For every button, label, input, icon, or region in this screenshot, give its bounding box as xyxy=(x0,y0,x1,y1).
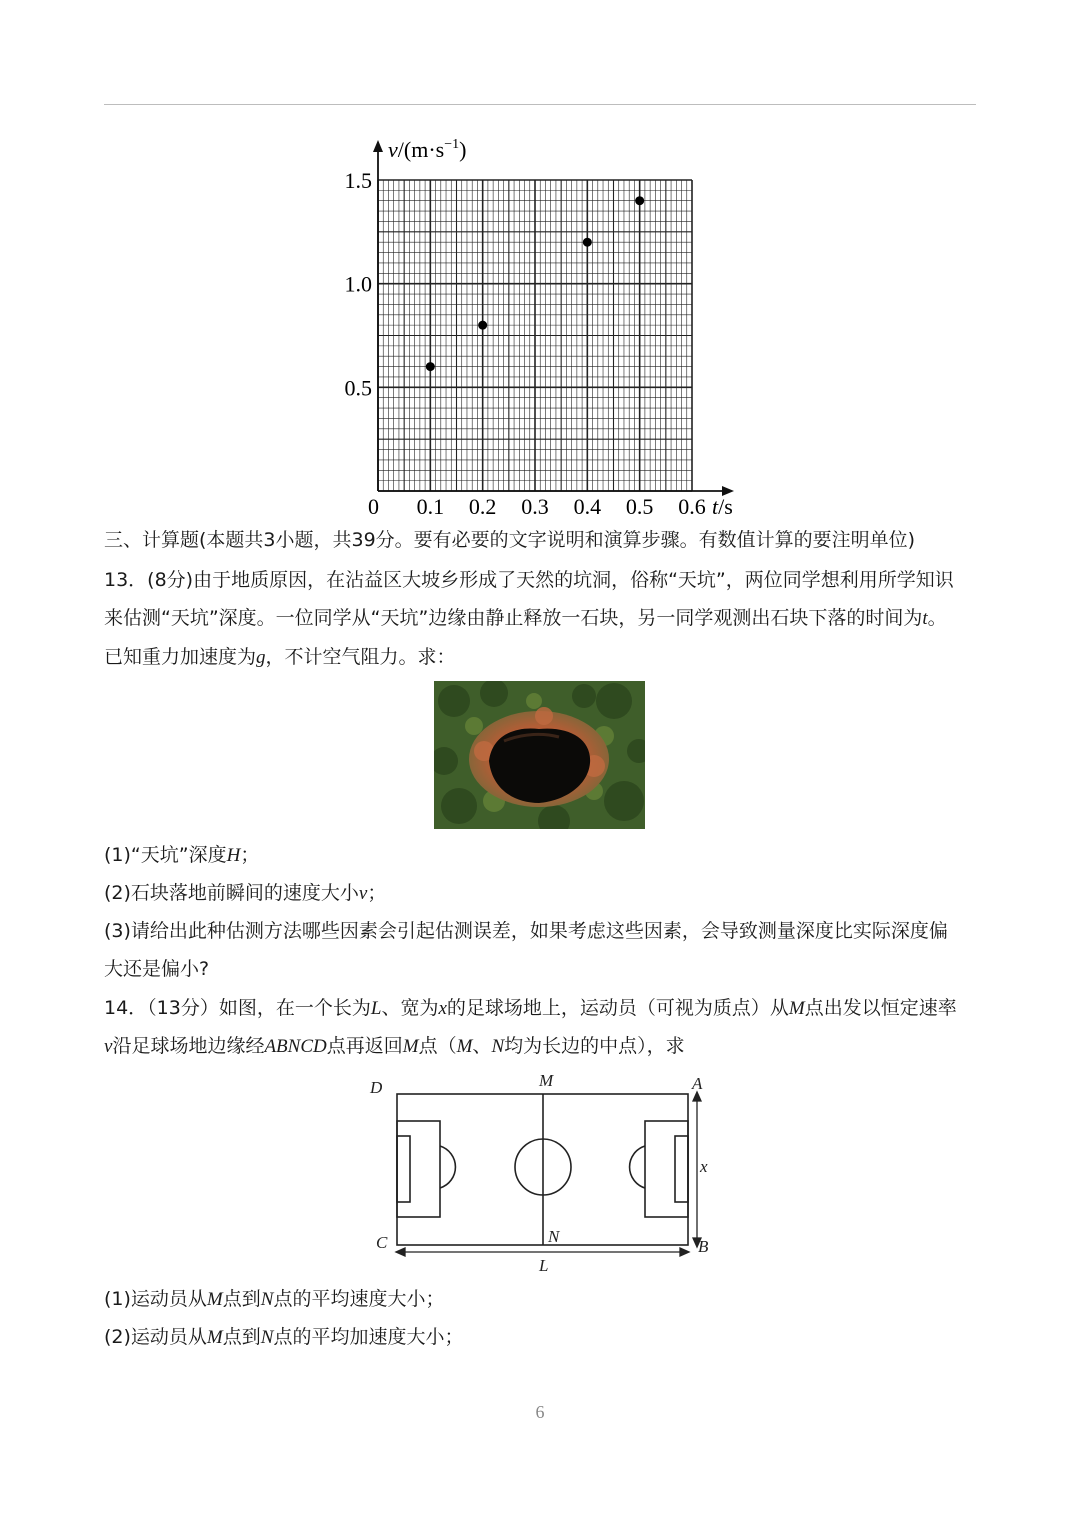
q14-line1: 14．（13分）如图，在一个长为L、宽为x的足球场地上，运动员（可视为质点）从M点出发以恒定速率 xyxy=(104,997,957,1019)
football-field-diagram xyxy=(360,1068,730,1278)
header-rule xyxy=(104,104,976,105)
y-axis-label: $v/(m\cdot s^{-1})$ xyxy=(388,137,467,162)
label-N: N xyxy=(548,1227,560,1246)
section3-heading: 三、计算题(本题共3小题，共39分。要有必要的文字说明和演算步骤。有数值计算的要注明单位) xyxy=(104,529,916,551)
q13-line2: 来估测“天坑”深度。一位同学从“天坑”边缘由静止释放一石块，另一同学观测出石块下落的时间为t。 xyxy=(104,607,947,629)
label-A: A xyxy=(692,1074,703,1093)
v-t-chart xyxy=(330,128,750,520)
right-penalty-arc xyxy=(630,1146,645,1188)
sinkhole-photo xyxy=(434,681,645,829)
chart-axes xyxy=(373,140,734,496)
q13-line3: 已知重力加速度为g，不计空气阻力。求： xyxy=(104,646,456,668)
label-B: B xyxy=(698,1237,709,1256)
q13-sub3-line1: (3)请给出此种估测方法哪些因素会引起估测误差，如果考虑这些因素，会导致测量深度比实际深度偏 xyxy=(104,920,948,942)
x-tick-label: 0.2 xyxy=(468,494,497,519)
q13-line1: 13．(8分)由于地质原因，在沾益区大坡乡形成了天然的坑洞，俗称“天坑”，两位同学想利用所学知识 xyxy=(104,569,954,591)
chart-x-tick-labels xyxy=(417,494,706,519)
data-point xyxy=(426,362,435,371)
y-axis-arrow xyxy=(373,140,383,152)
q14-line2: v沿足球场地边缘经ABNCD点再返回M点（M、N均为长边的中点），求 xyxy=(104,1035,685,1057)
right-goal-box xyxy=(675,1136,688,1202)
q13-sub3-line2: 大还是偏小? xyxy=(104,958,210,980)
label-C: C xyxy=(376,1233,388,1252)
q14-sub2: (2)运动员从M点到N点的平均加速度大小； xyxy=(104,1326,464,1348)
data-point xyxy=(635,196,644,205)
data-point xyxy=(583,238,592,247)
label-L: L xyxy=(539,1256,549,1275)
x-axis-label: t/s xyxy=(712,494,733,519)
chart-y-tick-labels xyxy=(345,168,373,400)
x-tick-label: 0.6 xyxy=(678,494,706,519)
left-penalty-arc xyxy=(440,1146,455,1188)
x-tick-label: 0.3 xyxy=(521,494,549,519)
y-tick-label: 1.0 xyxy=(344,271,372,297)
x-tick-label: 0.4 xyxy=(573,494,602,519)
q14-sub1: (1)运动员从M点到N点的平均速度大小； xyxy=(104,1288,445,1310)
data-point xyxy=(478,321,487,330)
left-goal-box xyxy=(397,1136,410,1202)
label-M: M xyxy=(539,1071,554,1090)
label-x: x xyxy=(700,1157,708,1176)
x-tick-label: 0.1 xyxy=(416,494,445,519)
label-D: D xyxy=(370,1078,383,1097)
x-tick-label: 0.5 xyxy=(625,494,654,519)
q13-sub1: (1)“天坑”深度H； xyxy=(104,844,260,866)
q13-sub2: (2)石块落地前瞬间的速度大小v； xyxy=(104,882,387,904)
y-tick-label: 1.5 xyxy=(344,168,372,193)
y-tick-label: 0.5 xyxy=(344,375,372,401)
origin-label: 0 xyxy=(368,494,379,519)
page-number: 6 xyxy=(535,1402,545,1422)
